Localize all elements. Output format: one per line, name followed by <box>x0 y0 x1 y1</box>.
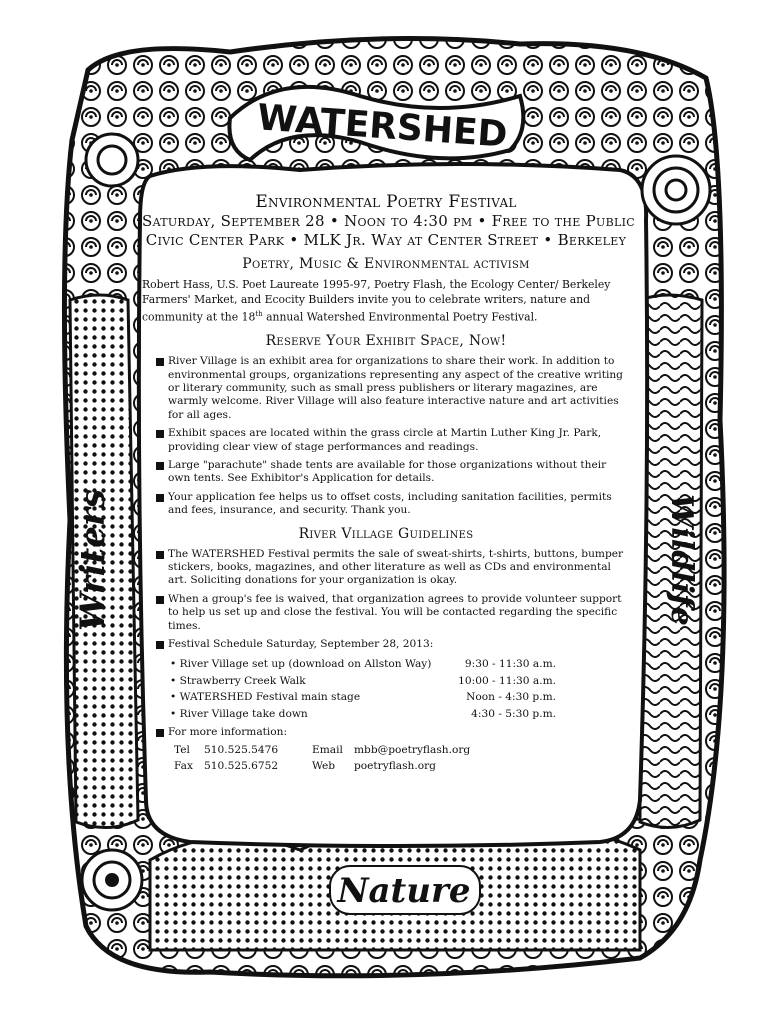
schedule-row: • Strawberry Creek Walk 10:00 - 11:30 a.m. <box>170 674 556 687</box>
section-heading-guidelines: River Village Guidelines <box>298 525 474 542</box>
festival-schedule <box>142 656 630 722</box>
location-line: Civic Center Park • MLK Jr. Way at Center Street • Berkeley <box>145 231 627 249</box>
schedule-row: • River Village take down 4:30 - 5:30 p.m. <box>170 707 556 720</box>
bullet-square-icon <box>156 462 164 470</box>
festival-subtitle: Poetry, Music & Environmental activism <box>242 256 530 272</box>
list-item: River Village is an exhibit area for organizations to share their work. In addition to environmental groups, organizations representing any aspect of the creative writing or literary community, such as small press publishers or literary magazines, are warmly welcome. River Village will also feature interactive nature and art activities for all ages. <box>142 355 630 422</box>
intro-paragraph: Robert Hass, U.S. Poet Laureate 1995-97, Poetry Flash, the Ecology Center/ Berkeley Farmers' Market, and Ecocity Builders invite you to celebrate writers, nature and community at the 18th annual Watershed Environmental Poetry Festival. <box>142 278 611 324</box>
phone-number: 510.525.5476 <box>204 743 279 756</box>
contact-row: Fax 510.525.6752 Web poetryflash.org <box>174 759 436 772</box>
border-word-right: Wildlife <box>664 494 699 626</box>
border-word-bottom: Nature <box>337 871 471 911</box>
contact-info <box>142 742 630 774</box>
bullet-square-icon <box>156 494 164 502</box>
web-link[interactable]: poetryflash.org <box>354 759 436 772</box>
list-item: Your application fee helps us to offset costs, including sanitation facilities, permits and fees, insurance, and security. Thank you. <box>142 491 630 518</box>
bullet-square-icon <box>156 551 164 559</box>
list-item: The WATERSHED Festival permits the sale of sweat-shirts, t-shirts, buttons, bumper stickers, books, magazines, and other literature as well as CDs and environmental art. Soliciting donations for your organization is okay. <box>142 548 630 588</box>
list-item: For more information: <box>142 726 630 739</box>
list-item: Large "parachute" shade tents are available for those organizations without their own tents. See Exhibitor's Application for details. <box>142 459 630 486</box>
list-item: Exhibit spaces are located within the grass circle at Martin Luther King Jr. Park, providing clear view of stage performances and readings. <box>142 427 630 454</box>
section-heading-exhibit: Reserve Your Exhibit Space, Now! <box>265 333 507 350</box>
list-item: Festival Schedule Saturday, September 28, 2013: <box>142 638 630 651</box>
border-word-left: Writers <box>73 489 113 631</box>
flyer-content <box>142 192 635 774</box>
contact-row: Tel 510.525.5476 Email mbb@poetryflash.org <box>174 743 471 756</box>
date-line: Saturday, September 28 • Noon to 4:30 pm • Free to the Public <box>142 212 635 230</box>
banner-title: WATERSHED <box>255 97 509 156</box>
schedule-row: • WATERSHED Festival main stage Noon - 4:30 p.m. <box>170 691 556 704</box>
schedule-row: • River Village set up (download on Allston Way) 9:30 - 11:30 a.m. <box>170 658 556 671</box>
bullet-square-icon <box>156 729 164 737</box>
festival-title: Environmental Poetry Festival <box>255 192 517 212</box>
email-link[interactable]: mbb@poetryflash.org <box>354 743 471 756</box>
bullet-square-icon <box>156 430 164 438</box>
list-item: When a group's fee is waived, that organization agrees to provide volunteer support to help us set up and close the festival. You will be contacted regarding the specific times. <box>142 593 630 633</box>
bullet-square-icon <box>156 641 164 649</box>
fax-number: 510.525.6752 <box>204 759 279 772</box>
bullet-square-icon <box>156 358 164 366</box>
bullet-square-icon <box>156 596 164 604</box>
